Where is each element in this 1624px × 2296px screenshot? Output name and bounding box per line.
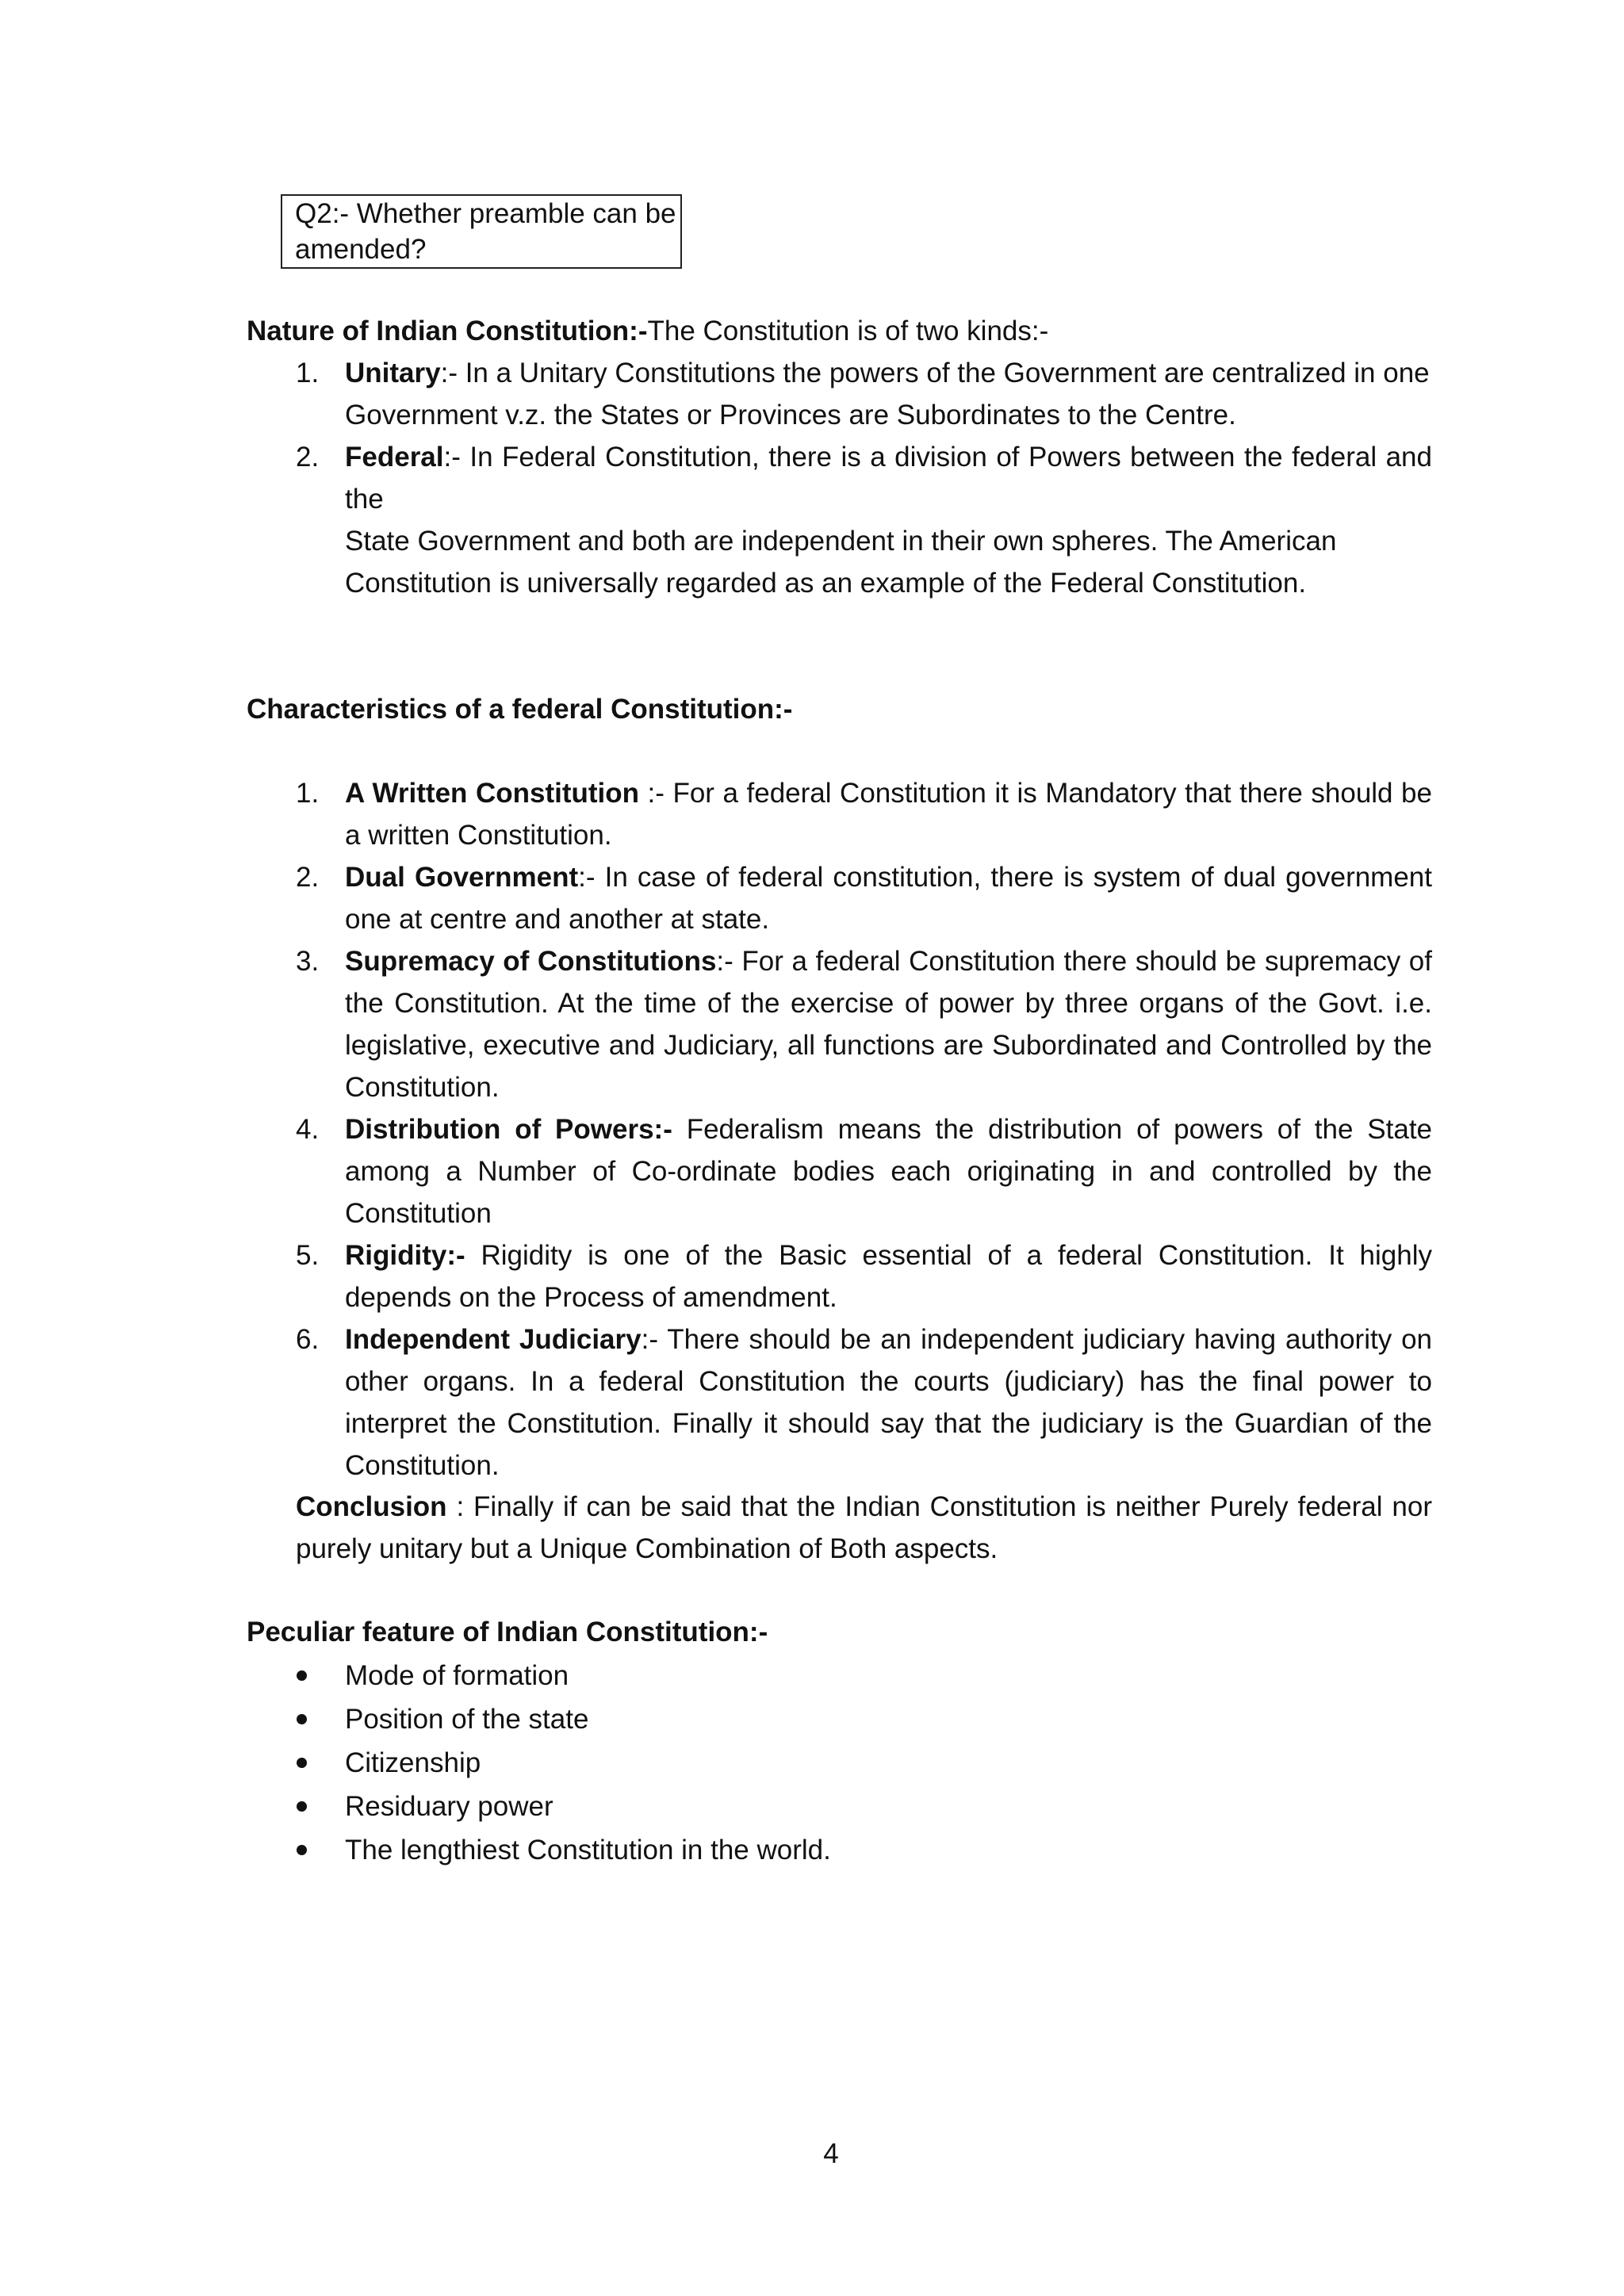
list-item — [247, 856, 1432, 940]
bullet-icon — [297, 1801, 307, 1812]
question-line-2: amended? — [295, 234, 427, 265]
question-line-1: Q2:- Whether preamble can be — [295, 198, 676, 229]
peculiar-section — [247, 1655, 1432, 1873]
list-item — [247, 352, 1432, 436]
list-text: :- For a federal Constitution there should be supremacy of the Constitution. At the time of the exercise of power by three organs of the Govt. i.e. legislative, executive and Judiciary, all functions are Subordinated and Controlled by the Constitution. — [345, 946, 1432, 1103]
bullet-icon — [297, 1758, 307, 1768]
nature-heading: Nature of Indian Constitution:- — [247, 316, 648, 346]
list-number: 4. — [296, 1114, 320, 1145]
list-number: 5. — [296, 1240, 320, 1271]
list-item — [247, 1655, 1432, 1698]
nature-heading-line — [247, 310, 1432, 352]
question-box — [281, 194, 682, 269]
list-text: Federalism means the distribution of powers of the State among a Number of Co-ordinate bodies each originating in and controlled by the Constitution — [345, 1114, 1433, 1229]
characteristics-list — [247, 772, 1432, 1487]
peculiar-heading: Peculiar feature of Indian Constitution:- — [247, 1617, 768, 1647]
list-item — [247, 1698, 1432, 1742]
list-item — [247, 1318, 1432, 1487]
peculiar-list — [247, 1655, 1432, 1873]
list-term: Supremacy of Constitutions — [345, 946, 717, 977]
conclusion-text: : Finally if can be said that the Indian Constitution is neither Purely federal nor purely unitary but a Unique Combination of Both aspects. — [296, 1491, 1432, 1564]
list-item — [247, 940, 1432, 1108]
list-item — [247, 1234, 1432, 1318]
list-number: 3. — [296, 946, 320, 977]
bullet-text: Mode of formation — [345, 1660, 569, 1691]
list-term: Distribution of Powers:- — [345, 1114, 672, 1145]
nature-intro: The Constitution is of two kinds:- — [647, 316, 1049, 346]
list-term: Federal — [345, 442, 444, 473]
list-term: Unitary — [345, 358, 441, 388]
conclusion-paragraph — [296, 1486, 1432, 1570]
bullet-text: Citizenship — [345, 1747, 481, 1778]
conclusion-term: Conclusion — [296, 1491, 447, 1522]
list-text: :- There should be an independent judiciary having authority on other organs. In a federal Constitution the courts (judiciary) has the final power to interpret the Constitution. Finally it should say that the judiciary is the Guardian of the Constitution. — [345, 1324, 1433, 1481]
list-item — [247, 1108, 1432, 1234]
bullet-text: Residuary power — [345, 1791, 553, 1822]
list-text: :- For a federal Constitution it is Mandatory that there should be a written Constitution. — [345, 778, 1432, 851]
list-text: :- In case of federal constitution, there is system of dual government one at centre and another at state. — [345, 862, 1432, 935]
characteristics-heading: Characteristics of a federal Constitution:- — [247, 694, 793, 725]
list-number: 6. — [296, 1324, 320, 1355]
list-item — [247, 1829, 1432, 1873]
list-term: Independent Judiciary — [345, 1324, 642, 1355]
list-term: Dual Government — [345, 862, 579, 893]
list-number: 1. — [296, 358, 320, 388]
list-rest: State Government and both are independent in their own spheres. The American Constitution is universally regarded as an example of the Federal Constitution. — [345, 526, 1337, 599]
list-item — [247, 772, 1432, 856]
bullet-icon — [297, 1845, 307, 1855]
characteristics-section — [247, 772, 1432, 1487]
nature-section — [247, 310, 1432, 604]
nature-list — [247, 352, 1432, 604]
page-number: 4 — [823, 2138, 839, 2169]
list-item — [247, 436, 1432, 604]
list-item — [247, 1742, 1432, 1785]
list-text: Rigidity is one of the Basic essential of a federal Constitution. It highly depends on the Process of amendment. — [345, 1240, 1432, 1313]
list-number: 2. — [296, 862, 320, 893]
list-number: 2. — [296, 442, 320, 473]
bullet-text: The lengthiest Constitution in the world. — [345, 1835, 831, 1866]
list-term: A Written Constitution — [345, 778, 640, 809]
bullet-text: Position of the state — [345, 1704, 589, 1735]
list-lead: :- In a Unitary Constitutions the powers of the Government are centralized in one — [440, 358, 1430, 388]
bullet-icon — [297, 1714, 307, 1724]
list-rest: Government v.z. the States or Provinces are Subordinates to the Centre. — [345, 400, 1236, 430]
list-lead: :- In Federal Constitution, there is a division of Powers between the federal and the — [345, 442, 1432, 515]
bullet-icon — [297, 1670, 307, 1681]
list-item — [247, 1785, 1432, 1829]
list-term: Rigidity:- — [345, 1240, 465, 1271]
list-number: 1. — [296, 778, 320, 809]
